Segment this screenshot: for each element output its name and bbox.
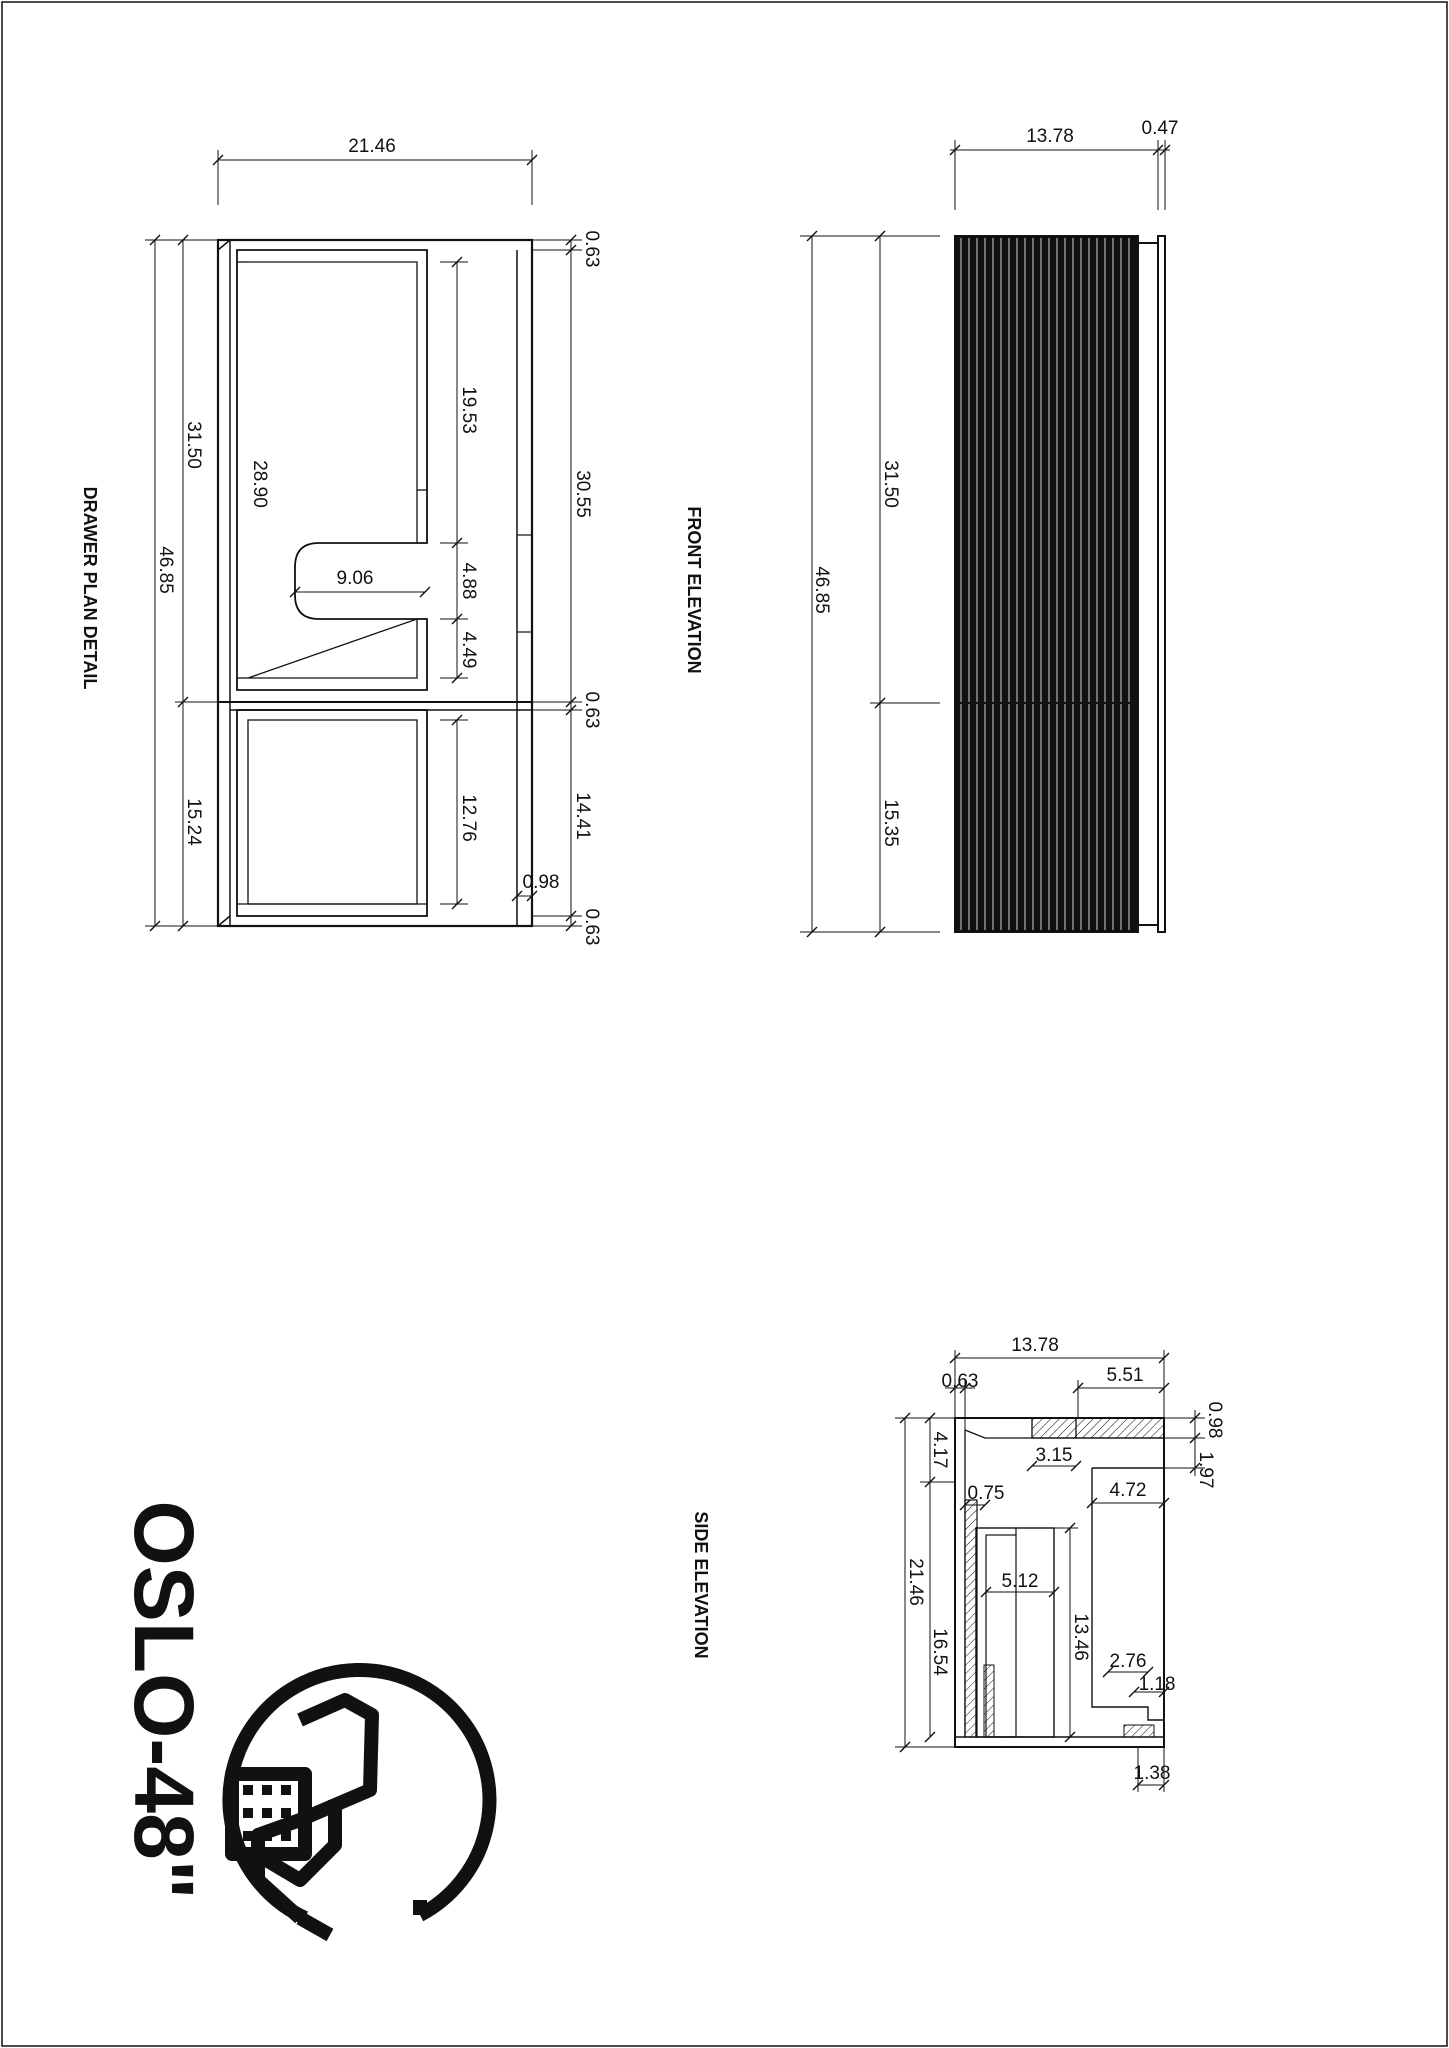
dim-top-thickness: 0.98 bbox=[1204, 1401, 1225, 1439]
dim-lower-height: 15.35 bbox=[880, 799, 901, 847]
dim-bottom-rail: 0.63 bbox=[581, 908, 602, 946]
dim-notch-width: 9.06 bbox=[336, 568, 374, 589]
dim-right-lower: 14.41 bbox=[572, 792, 593, 840]
dim-side-panel: 0.98 bbox=[522, 872, 560, 893]
dim-total-height: 21.46 bbox=[905, 1558, 926, 1606]
dim-upper-height: 31.50 bbox=[880, 460, 901, 508]
side-elevation-view bbox=[691, 1335, 1225, 1792]
dim-top-rail: 0.63 bbox=[581, 230, 602, 268]
building-circle-logo-icon bbox=[229, 1670, 489, 1935]
dim-top-thickness: 0.47 bbox=[1141, 118, 1179, 139]
dim-total-height: 46.85 bbox=[155, 546, 176, 594]
dim-mid-rail: 0.63 bbox=[581, 691, 602, 729]
dim-below-notch: 4.49 bbox=[458, 631, 479, 669]
dim-drawer-height: 13.46 bbox=[1070, 1613, 1091, 1661]
dim-lower-opening: 12.76 bbox=[458, 794, 479, 842]
dim-panel: 0.75 bbox=[967, 1483, 1005, 1504]
dim-top-block: 4.17 bbox=[929, 1431, 950, 1469]
dim-notch-height: 4.88 bbox=[458, 562, 479, 600]
drawer-plan-title: DRAWER PLAN DETAIL bbox=[80, 486, 100, 690]
dim-upper-inner: 28.90 bbox=[249, 460, 270, 508]
front-elevation-view bbox=[684, 118, 1178, 937]
dim-right-upper: 30.55 bbox=[572, 470, 593, 518]
dim-depth: 13.78 bbox=[1026, 126, 1074, 147]
dim-back-offset: 0.63 bbox=[941, 1371, 979, 1392]
dim-cutout-width: 4.72 bbox=[1109, 1480, 1147, 1501]
brand-title: OSLO-48" bbox=[117, 1500, 211, 1900]
dim-drawer-depth: 5.12 bbox=[1001, 1571, 1039, 1592]
drawer-plan-outline bbox=[218, 240, 532, 926]
dim-inner-shelf: 3.15 bbox=[1035, 1445, 1073, 1466]
dim-total-height: 46.85 bbox=[811, 566, 832, 614]
dim-base: 1.38 bbox=[1133, 1763, 1171, 1784]
dim-upper-opening: 19.53 bbox=[458, 386, 479, 434]
dim-lower-height: 16.54 bbox=[929, 1628, 950, 1676]
front-slat-panel bbox=[955, 236, 1138, 932]
dim-step: 1.97 bbox=[1195, 1451, 1216, 1489]
logo-windows bbox=[243, 1785, 291, 1841]
dim-top-opening: 5.51 bbox=[1106, 1365, 1144, 1386]
dim-lower-height: 15.24 bbox=[183, 798, 204, 846]
dim-depth: 13.78 bbox=[1011, 1335, 1059, 1356]
dim-toe-step: 1.18 bbox=[1138, 1674, 1176, 1695]
dim-toe: 2.76 bbox=[1109, 1651, 1147, 1672]
drawer-plan-view bbox=[80, 136, 602, 945]
front-elevation-title: FRONT ELEVATION bbox=[684, 506, 704, 674]
side-elevation-title: SIDE ELEVATION bbox=[691, 1511, 711, 1659]
dim-upper-height: 31.50 bbox=[183, 421, 204, 469]
dim-width: 21.46 bbox=[348, 136, 396, 157]
